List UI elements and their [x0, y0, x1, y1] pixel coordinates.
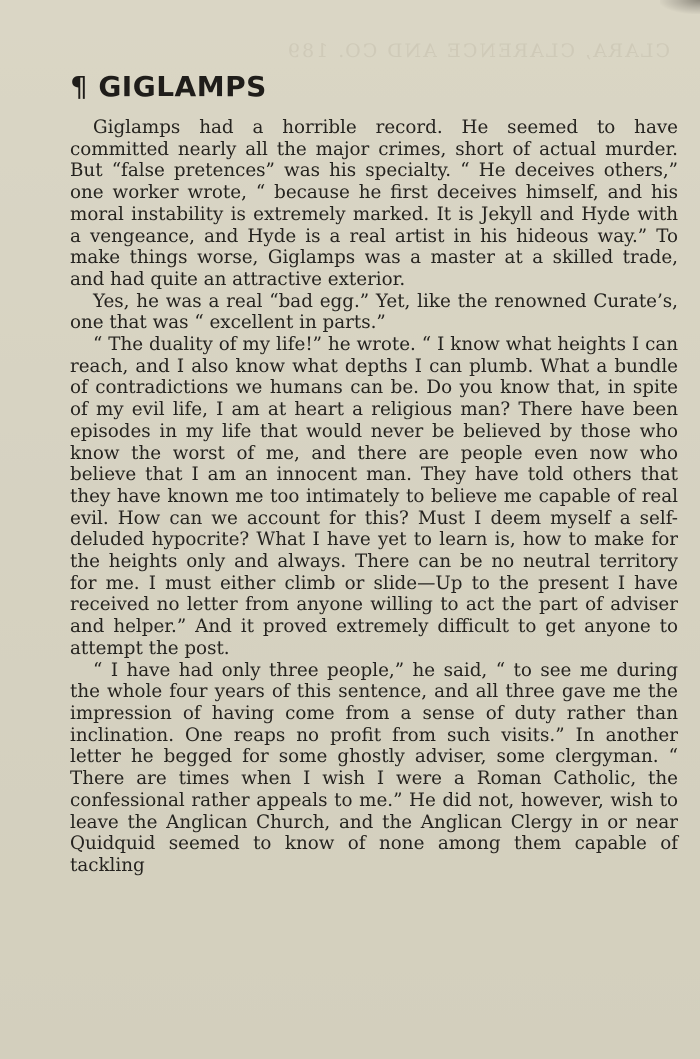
pilcrow-mark: ¶	[70, 70, 89, 103]
body-text	[70, 117, 678, 877]
section-title: GIGLAMPS	[98, 70, 267, 103]
page-corner-shadow	[660, 0, 700, 14]
paragraph: “ The duality of my life!” he wrote. “ I know what heights I can reach, and I also know what depths I can plumb. What a bundle of contradictions we humans can be. Do you know that, in spite of my evil life, I am at heart a religious man? There have been episodes in my life that would never be believed by those who know the worst of me, and there are people even now who believe that I am an innocent man. They have told others that they have known me too intimately to believe me capable of real evil. How can we account for this? Must I deem myself a self-deluded hypocrite? What I have yet to learn is, how to make for the heights only and always. There can be no neutral territory for me. I must either climb or slide—Up to the present I have received no letter from anyone willing to act the part of adviser and helper.” And it proved extremely difficult to get anyone to attempt the post.	[70, 334, 678, 659]
show-through-running-head: CLARA, CLARENCE AND CO. 189	[285, 40, 670, 62]
section-heading	[70, 70, 267, 103]
paragraph: Giglamps had a horrible record. He seemed to have committed nearly all the major crimes, short of actual murder. But “false pretences” was his specialty. “ He deceives others,” one worker wrote, “ because he first deceives himself, and his moral instability is extremely marked. It is Jekyll and Hyde with a vengeance, and Hyde is a real artist in his hideous way.” To make things worse, Giglamps was a master at a skilled trade, and had quite an attractive exterior.	[70, 117, 678, 290]
paragraph: Yes, he was a real “bad egg.” Yet, like the renowned Curate’s, one that was “ excellent in parts.”	[70, 290, 678, 334]
paragraph: “ I have had only three people,” he said, “ to see me during the whole four years of this sentence, and all three gave me the impression of having come from a sense of duty rather than inclination. One reaps no profit from such visits.” In another letter he begged for some ghostly adviser, some clergyman. “ There are times when I wish I were a Roman Catholic, the confessional rather appeals to me.” He did not, however, wish to leave the Anglican Church, and the Anglican Clergy in or near Quidquid seemed to know of none among them capable of tackling	[70, 659, 678, 876]
